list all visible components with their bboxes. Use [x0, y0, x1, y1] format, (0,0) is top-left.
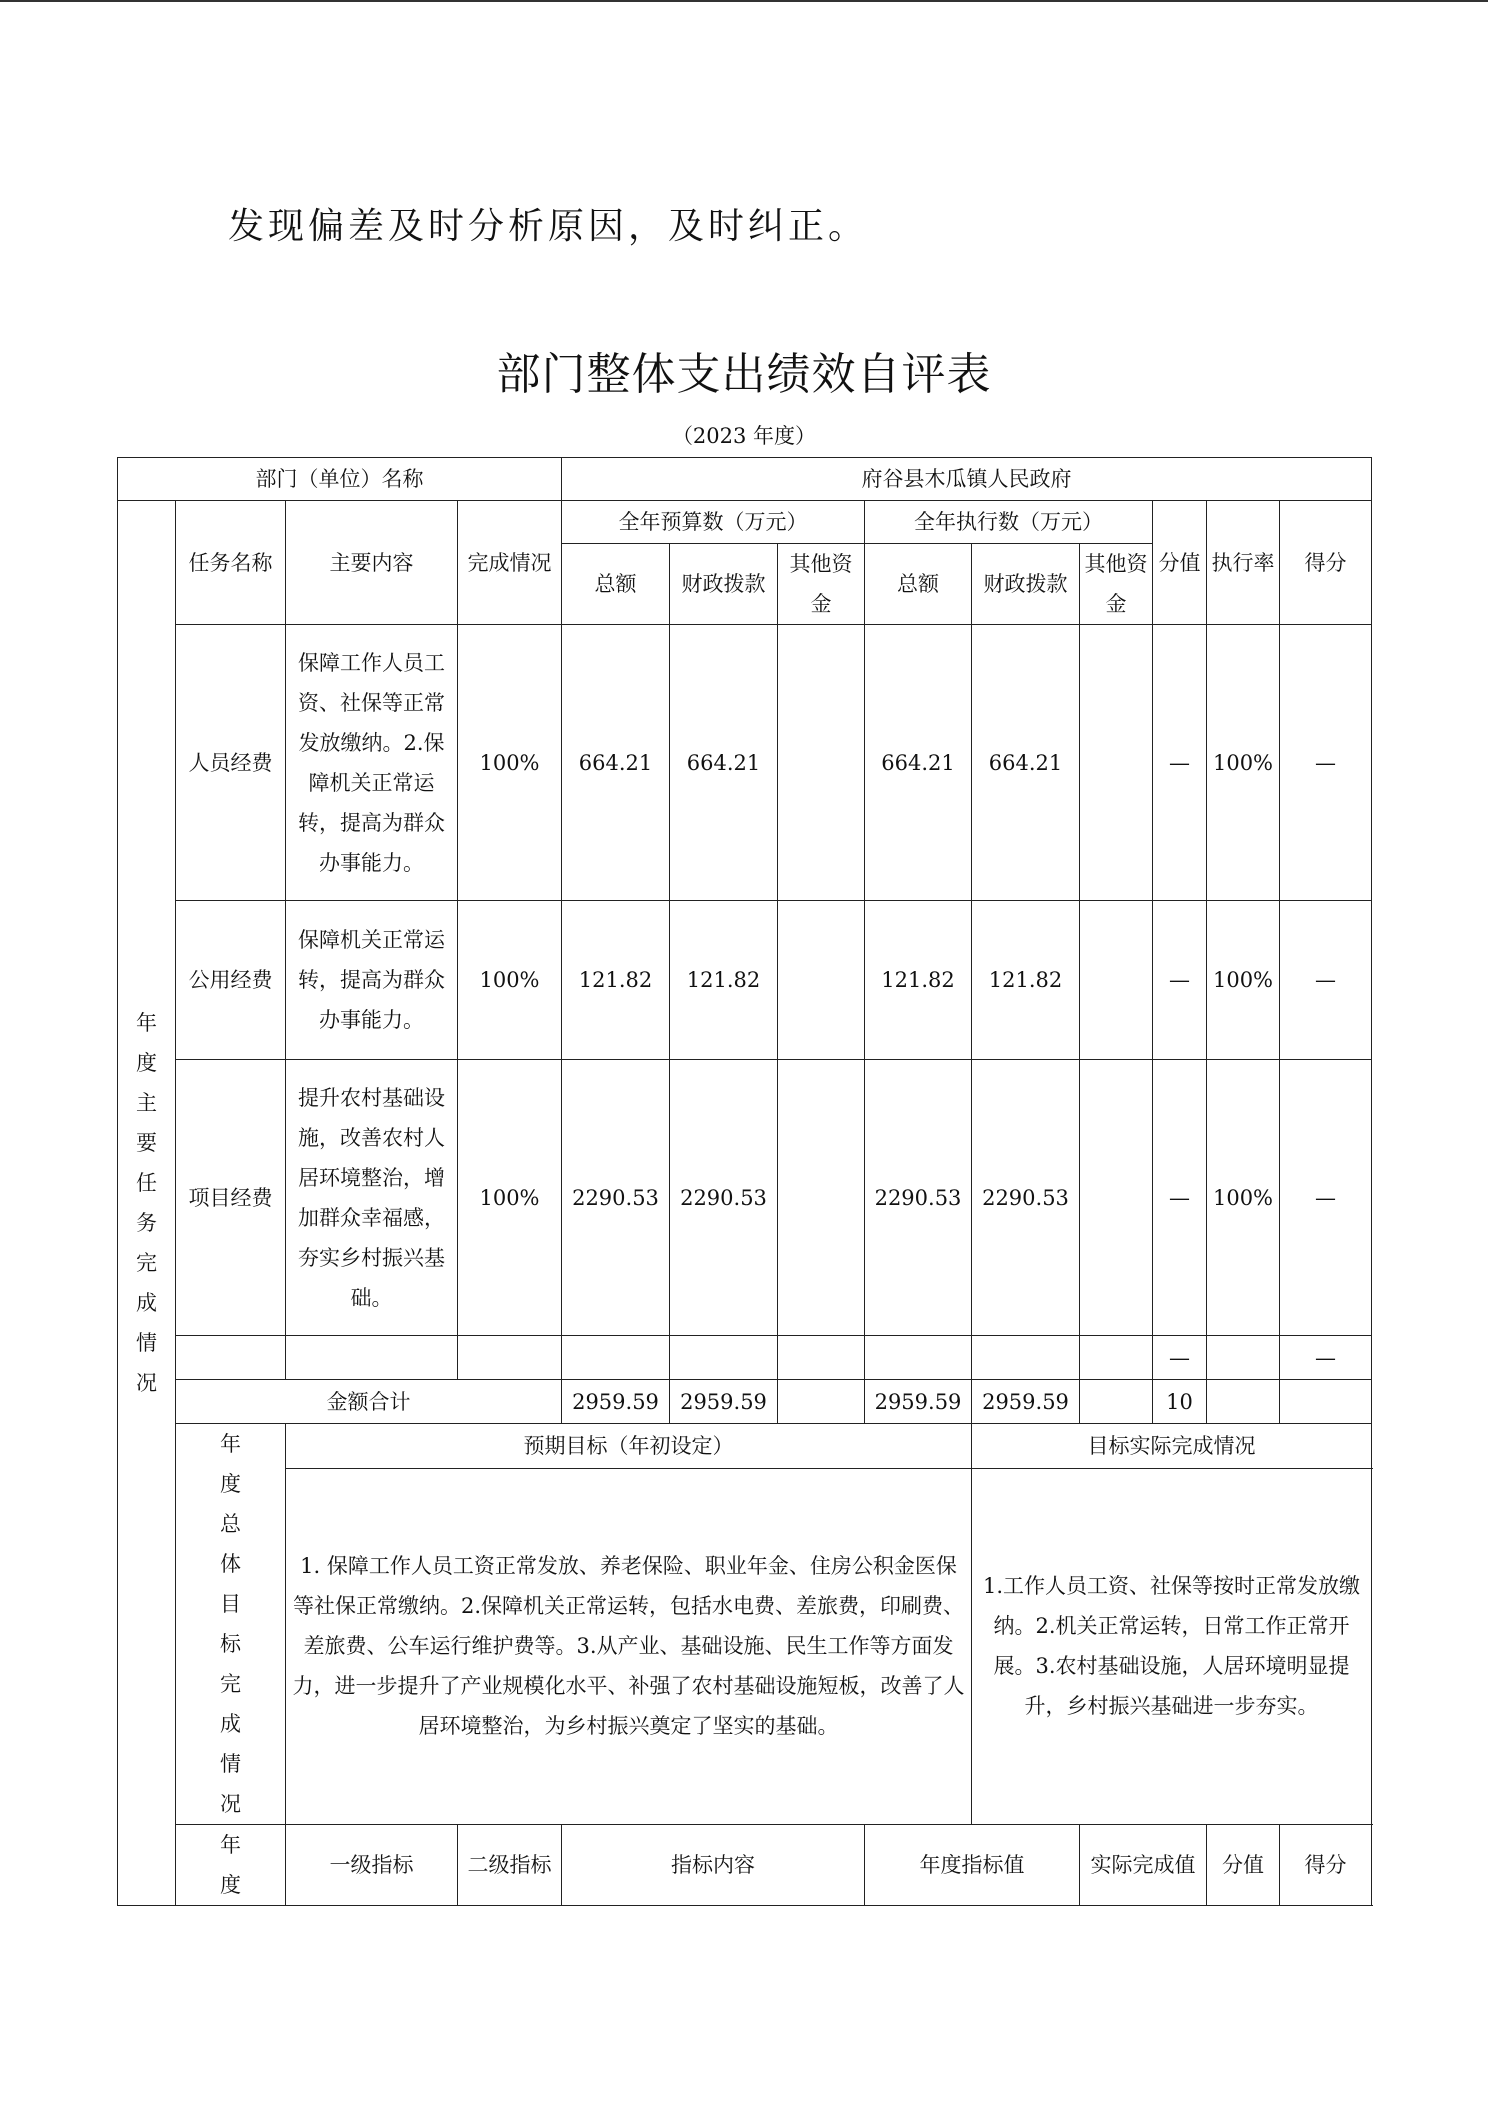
header-exec-fiscal: 财政拨款 [972, 544, 1080, 625]
header-actual-value: 实际完成值 [1080, 1825, 1207, 1906]
section2-label: 年度总体目标完成情况 [176, 1424, 286, 1825]
task-content [286, 1336, 458, 1380]
dept-value: 府谷县木瓜镇人民政府 [562, 458, 1372, 501]
section3-label: 年度 [176, 1825, 286, 1906]
exec-rate: 100% [1207, 901, 1280, 1060]
expected-goal-text: 1. 保障工作人员工资正常发放、养老保险、职业年金、住房公积金医保等社保正常缴纳。2.保障机关正常运转，包括水电费、差旅费，印刷费、差旅费、公车运行维护费等。3.从产业、基础设施、民生工作等方面发力，进一步提升了产业规模化水平、补强了农村基础设施短板，改善了人居环境整治，为乡村振兴奠定了坚实的基础。 [286, 1468, 972, 1824]
section2-body-row [118, 1468, 1372, 1824]
score: — [1280, 1060, 1372, 1336]
sum-exec-other [1080, 1380, 1153, 1424]
section3-header-row [118, 1825, 1372, 1906]
table-row [118, 1336, 1372, 1380]
section1-label: 年度主要任务完成情况 [118, 501, 176, 1906]
actual-goal-text: 1.工作人员工资、社保等按时正常发放缴纳。2.机关正常运转，日常工作正常开展。3.农村基础设施，人居环境明显提升，乡村振兴基础进一步夯实。 [972, 1468, 1372, 1824]
score-value: — [1153, 1336, 1207, 1380]
header-budget-total: 总额 [562, 544, 670, 625]
header-exec-group: 全年执行数（万元） [865, 501, 1153, 544]
sum-exec-rate [1207, 1380, 1280, 1424]
score-value: — [1153, 901, 1207, 1060]
exec-rate [1207, 1336, 1280, 1380]
sum-budget-other [778, 1380, 865, 1424]
budget-fiscal [670, 1336, 778, 1380]
score-value: — [1153, 1060, 1207, 1336]
task-content: 保障工作人员工资、社保等正常发放缴纳。2.保障机关正常运转，提高为群众办事能力。 [286, 625, 458, 901]
exec-other [1080, 1060, 1153, 1336]
dept-row [118, 458, 1372, 501]
header-row-1 [118, 501, 1372, 544]
budget-fiscal: 664.21 [670, 625, 778, 901]
sum-label: 金额合计 [176, 1380, 562, 1424]
budget-other [778, 1336, 865, 1380]
table-row [118, 1060, 1372, 1336]
top-border-line [0, 0, 1488, 2]
header-budget-fiscal: 财政拨款 [670, 544, 778, 625]
performance-table [117, 457, 1372, 1906]
page-title: 部门整体支出绩效自评表 [496, 349, 992, 400]
score: — [1280, 625, 1372, 901]
exec-other [1080, 1336, 1153, 1380]
task-name: 公用经费 [176, 901, 286, 1060]
sum-budget-fiscal: 2959.59 [670, 1380, 778, 1424]
sum-exec-fiscal: 2959.59 [972, 1380, 1080, 1424]
budget-fiscal: 121.82 [670, 901, 778, 1060]
task-name: 人员经费 [176, 625, 286, 901]
header-indicator-content: 指标内容 [562, 1825, 865, 1906]
header-s3-score: 得分 [1280, 1825, 1372, 1906]
header-completion: 完成情况 [458, 501, 562, 625]
header-exec-other: 其他资金 [1080, 544, 1153, 625]
score: — [1280, 1336, 1372, 1380]
exec-fiscal [972, 1336, 1080, 1380]
budget-total: 2290.53 [562, 1060, 670, 1336]
task-completion: 100% [458, 1060, 562, 1336]
budget-other [778, 625, 865, 901]
task-completion: 100% [458, 901, 562, 1060]
task-completion: 100% [458, 625, 562, 901]
score: — [1280, 901, 1372, 1060]
budget-other [778, 1060, 865, 1336]
task-completion [458, 1336, 562, 1380]
exec-total [865, 1336, 972, 1380]
exec-fiscal: 664.21 [972, 625, 1080, 901]
exec-other [1080, 901, 1153, 1060]
exec-fiscal: 2290.53 [972, 1060, 1080, 1336]
header-exec-total: 总额 [865, 544, 972, 625]
header-budget-group: 全年预算数（万元） [562, 501, 865, 544]
actual-goal-header: 目标实际完成情况 [972, 1424, 1372, 1469]
dept-label: 部门（单位）名称 [118, 458, 562, 501]
lead-paragraph: 发现偏差及时分析原因，及时纠正。 [228, 206, 869, 247]
exec-other [1080, 625, 1153, 901]
expected-goal-header: 预期目标（年初设定） [286, 1424, 972, 1469]
exec-rate: 100% [1207, 1060, 1280, 1336]
exec-total: 2290.53 [865, 1060, 972, 1336]
sum-score [1280, 1380, 1372, 1424]
sum-score-value: 10 [1153, 1380, 1207, 1424]
header-level1: 一级指标 [286, 1825, 458, 1906]
task-name: 项目经费 [176, 1060, 286, 1336]
header-exec-rate: 执行率 [1207, 501, 1280, 625]
task-name [176, 1336, 286, 1380]
header-task-name: 任务名称 [176, 501, 286, 625]
budget-other [778, 901, 865, 1060]
header-score-value: 分值 [1153, 501, 1207, 625]
score-value: — [1153, 625, 1207, 901]
exec-rate: 100% [1207, 625, 1280, 901]
task-content: 提升农村基础设施，改善农村人居环境整治，增加群众幸福感，夯实乡村振兴基础。 [286, 1060, 458, 1336]
header-level2: 二级指标 [458, 1825, 562, 1906]
exec-total: 664.21 [865, 625, 972, 901]
budget-total: 664.21 [562, 625, 670, 901]
budget-total [562, 1336, 670, 1380]
header-budget-other: 其他资金 [778, 544, 865, 625]
exec-fiscal: 121.82 [972, 901, 1080, 1060]
header-annual-value: 年度指标值 [865, 1825, 1080, 1906]
year-label: （2023 年度） [671, 424, 817, 448]
budget-fiscal: 2290.53 [670, 1060, 778, 1336]
sum-exec-total: 2959.59 [865, 1380, 972, 1424]
budget-total: 121.82 [562, 901, 670, 1060]
table-row [118, 625, 1372, 901]
sum-budget-total: 2959.59 [562, 1380, 670, 1424]
section2-header-row [118, 1424, 1372, 1469]
table-row [118, 901, 1372, 1060]
header-score: 得分 [1280, 501, 1372, 625]
sum-row [118, 1380, 1372, 1424]
task-content: 保障机关正常运转，提高为群众办事能力。 [286, 901, 458, 1060]
exec-total: 121.82 [865, 901, 972, 1060]
header-s3-score-value: 分值 [1207, 1825, 1280, 1906]
header-content: 主要内容 [286, 501, 458, 625]
